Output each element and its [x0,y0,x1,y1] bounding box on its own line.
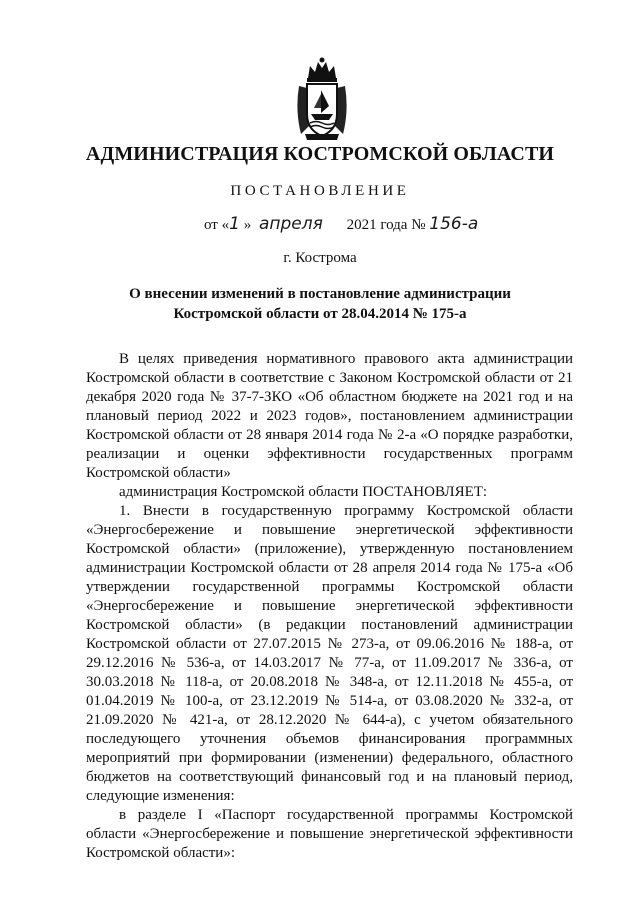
document-body [86,350,573,863]
paragraph-item-1: 1. Внести в государственную программу Костромской области «Энергосбережение и повышение энергетической эффективности Костромской области» (приложение), утвержденную постановлением администрации Костромской области от 28 апреля 2014 года № 175-а «Об утверждении государственной программы Костромской области «Энергосбережение и повышение энергетической эффективности Костромской области» (в редакции постановлений администрации Костромской области от 27.07.2015 № 273-а, от 09.06.2016 № 188-а, от 29.12.2016 № 536-а, от 14.03.2017 № 77-а, от 11.09.2017 № 336-а, от 30.03.2018 № 118-а, от 20.08.2018 № 348-а, от 12.11.2018 № 455-а, от 01.04.2019 № 100-а, от 23.12.2019 № 514-а, от 03.08.2020 № 332-а, от 21.09.2020 № 421-а, от 28.12.2020 № 644-а), с учетом обязательного последующего уточнения объемов финансирования программных мероприятий при формировании (изменении) федерального, областного бюджетов на соответствующий финансовый год и на плановый период, следующие изменения: [86,503,573,804]
city: г. Кострома [283,250,357,266]
paragraph-preamble: В целях приведения нормативного правового акта администрации Костромской области в соответствие с Законом Костромской области от 21 декабря 2020 года № 37-7-ЗКО «Об областном бюджете на 2021 год и на плановый период 2022 и 2023 годов», постановлением администрации Костромской области от 28 января 2014 года № 2-а «О порядке разработки, реализации и оценки эффективности государственных программ Костромской области» [86,351,573,481]
date-mid: » [243,217,252,233]
document-subject [80,284,560,324]
date-day: 1 [229,214,240,234]
date-prefix: от « [204,217,230,233]
document-number: 156-а [429,214,479,234]
paragraph-section-1: в разделе I «Паспорт государственной программы Костромской области «Энергосбережение и повышение энергетической эффективности Костромской области»: [86,807,573,861]
organization-name: АДМИНИСТРАЦИЯ КОСТРОМСКОЙ ОБЛАСТИ [85,143,555,165]
subject-line-2: Костромской области от 28.04.2014 № 175-а [173,306,467,322]
date-year: 2021 года № [346,217,426,233]
document-type: ПОСТАНОВЛЕНИЕ [230,183,410,199]
coat-of-arms-icon [291,56,353,142]
date-month: апреля [258,214,323,234]
subject-line-1: О внесении изменений в постановление администрации [129,286,511,302]
date-line [204,214,478,234]
paragraph-resolves: администрация Костромской области ПОСТАНОВЛЯЕТ: [119,484,488,500]
